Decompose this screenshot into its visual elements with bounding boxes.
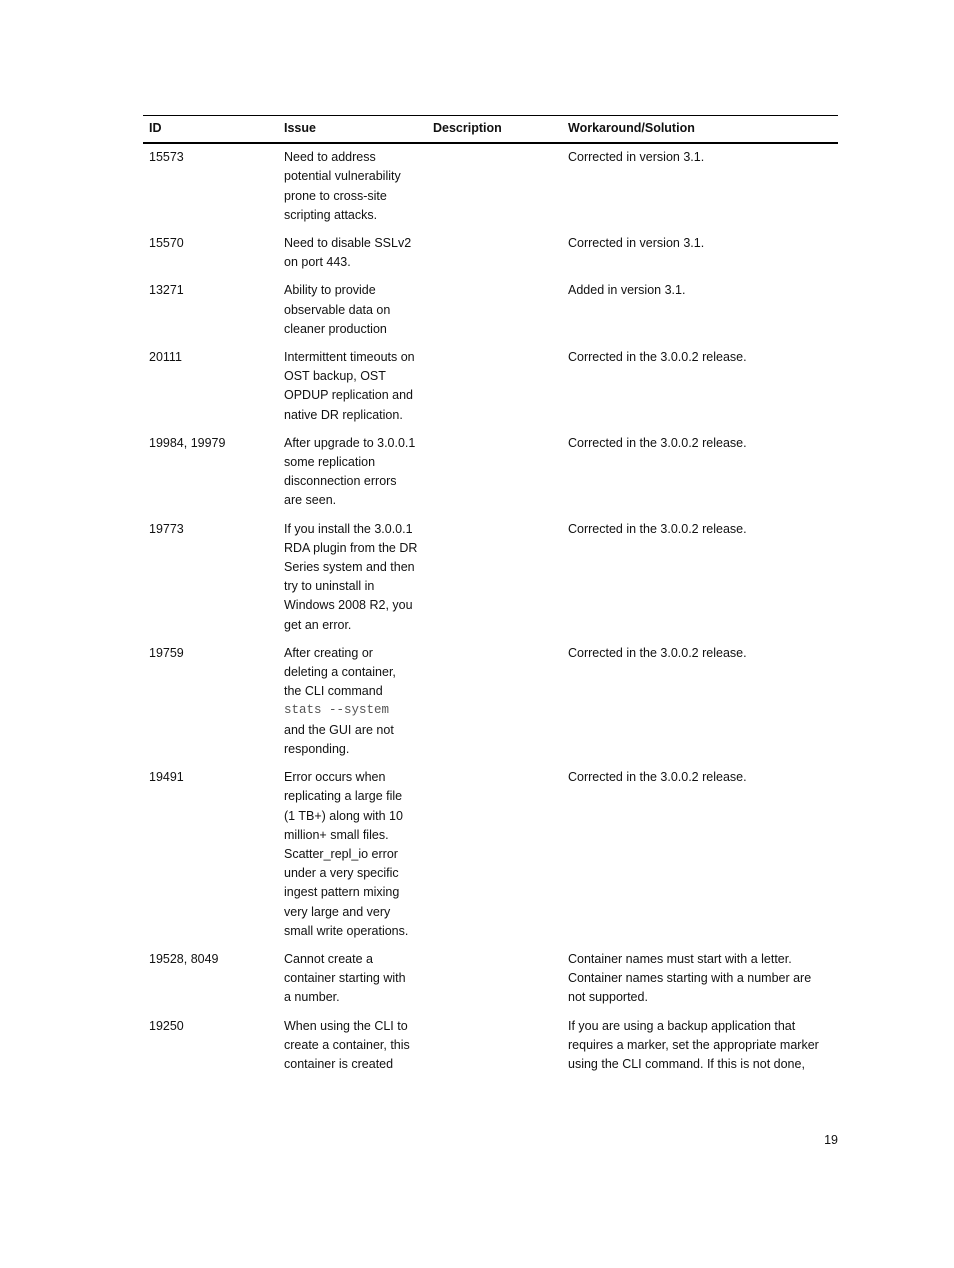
issue-text-line: try to uninstall in xyxy=(284,579,375,594)
cell-id: 13271 xyxy=(149,283,184,298)
workaround-text-line: Corrected in the 3.0.0.2 release. xyxy=(568,435,747,450)
issue-text-line: under a very specific xyxy=(284,866,399,881)
workaround-text-line: Corrected in the 3.0.0.2 release. xyxy=(568,521,747,536)
issue-text-line: Need to address xyxy=(284,150,376,165)
workaround-text-line: using the CLI command. If this is not done, xyxy=(568,1056,805,1071)
issue-text-line: and the GUI are not xyxy=(284,722,394,737)
cell-description xyxy=(427,143,562,230)
header-description: Description xyxy=(427,116,562,144)
cell-workaround xyxy=(562,764,838,946)
cell-issue xyxy=(278,230,427,277)
issue-text-line: Intermittent timeouts on xyxy=(284,350,415,365)
issue-text-line: (1 TB+) along with 10 xyxy=(284,808,403,823)
issue-text-line: Error occurs when xyxy=(284,770,386,785)
issue-text-line: Cannot create a xyxy=(284,951,373,966)
table-row xyxy=(143,516,838,640)
cell-id: 19984, 19979 xyxy=(149,435,226,450)
issue-text-line: Windows 2008 R2, you xyxy=(284,598,413,613)
cell-id: 19759 xyxy=(149,645,184,660)
header-workaround: Workaround/Solution xyxy=(562,116,838,144)
issue-text-line: create a container, this xyxy=(284,1037,410,1052)
table-row xyxy=(143,143,838,230)
issue-text-line: prone to cross-site xyxy=(284,188,387,203)
cell-issue xyxy=(278,1013,427,1080)
cell-issue xyxy=(278,946,427,1013)
table-row xyxy=(143,277,838,344)
cell-description xyxy=(427,946,562,1013)
table-header-row xyxy=(143,116,838,144)
workaround-text-line: Corrected in the 3.0.0.2 release. xyxy=(568,645,747,660)
cell-description xyxy=(427,277,562,344)
issue-text-line: ingest pattern mixing xyxy=(284,885,400,900)
table-row xyxy=(143,946,838,1013)
cell-description xyxy=(427,344,562,430)
issues-table xyxy=(143,115,838,1079)
issue-text-line: After creating or xyxy=(284,645,373,660)
issue-text-line: a number. xyxy=(284,990,340,1005)
issue-text-line: are seen. xyxy=(284,493,337,508)
cell-description xyxy=(427,516,562,640)
header-id: ID xyxy=(143,116,278,144)
cell-workaround xyxy=(562,143,838,230)
issue-text-line: disconnection errors xyxy=(284,474,397,489)
cell-workaround xyxy=(562,277,838,344)
issue-text-line: Ability to provide xyxy=(284,283,376,298)
workaround-text-line: Corrected in version 3.1. xyxy=(568,236,705,251)
cell-id: 19528, 8049 xyxy=(149,951,219,966)
issue-text-line: native DR replication. xyxy=(284,407,403,422)
cell-description xyxy=(427,1013,562,1080)
table-body xyxy=(143,143,838,1079)
cell-description xyxy=(427,640,562,764)
issue-text-line: container starting with xyxy=(284,971,406,986)
issue-text-line: If you install the 3.0.0.1 xyxy=(284,521,413,536)
cell-workaround xyxy=(562,946,838,1013)
issue-text-line: responding. xyxy=(284,741,350,756)
table-row xyxy=(143,230,838,277)
workaround-text-line: If you are using a backup application that xyxy=(568,1018,796,1033)
workaround-text-line: Container names starting with a number are xyxy=(568,971,812,986)
workaround-text-line: Corrected in the 3.0.0.2 release. xyxy=(568,770,747,785)
issue-text-line: After upgrade to 3.0.0.1 xyxy=(284,435,416,450)
issue-text-line: OPDUP replication and xyxy=(284,388,414,403)
table-header xyxy=(143,116,838,144)
cell-id: 19491 xyxy=(149,770,184,785)
issue-text-line: scripting attacks. xyxy=(284,207,378,222)
issue-text-line: Need to disable SSLv2 xyxy=(284,236,412,251)
cell-issue xyxy=(278,430,427,516)
cell-workaround xyxy=(562,1013,838,1080)
cell-workaround xyxy=(562,640,838,764)
workaround-text-line: Corrected in version 3.1. xyxy=(568,150,705,165)
table-row xyxy=(143,430,838,516)
issue-text-line: replicating a large file xyxy=(284,789,403,804)
issue-text-line: cleaner production xyxy=(284,321,387,336)
table-row xyxy=(143,1013,838,1080)
cell-description xyxy=(427,764,562,946)
table-row xyxy=(143,640,838,764)
cell-workaround xyxy=(562,430,838,516)
page-content xyxy=(143,115,838,1079)
header-issue: Issue xyxy=(278,116,427,144)
issue-text-line: Scatter_repl_io error xyxy=(284,846,398,861)
workaround-text-line: not supported. xyxy=(568,990,648,1005)
cell-issue xyxy=(278,277,427,344)
issue-text-line: some replication xyxy=(284,455,376,470)
cell-workaround xyxy=(562,516,838,640)
issue-text-line: the CLI command xyxy=(284,684,383,699)
issue-text-line: container is created xyxy=(284,1056,394,1071)
cell-issue xyxy=(278,764,427,946)
issue-text-line: small write operations. xyxy=(284,923,409,938)
issue-text-line: get an error. xyxy=(284,617,352,632)
page-number: 19 xyxy=(824,1133,838,1147)
cell-issue xyxy=(278,640,427,764)
table-row xyxy=(143,344,838,430)
cell-id: 15570 xyxy=(149,236,184,251)
cell-workaround xyxy=(562,344,838,430)
cell-issue xyxy=(278,143,427,230)
cell-issue xyxy=(278,516,427,640)
issue-text-line: When using the CLI to xyxy=(284,1018,408,1033)
issue-text-line: very large and very xyxy=(284,904,391,919)
cell-workaround xyxy=(562,230,838,277)
issue-text-line: on port 443. xyxy=(284,255,351,270)
cell-id: 20111 xyxy=(149,350,182,365)
cell-description xyxy=(427,230,562,277)
cell-issue xyxy=(278,344,427,430)
cell-id: 15573 xyxy=(149,150,184,165)
workaround-text-line: requires a marker, set the appropriate marker xyxy=(568,1037,819,1052)
issue-text-line: potential vulnerability xyxy=(284,169,401,184)
workaround-text-line: Container names must start with a letter. xyxy=(568,951,792,966)
issue-text-line: OST backup, OST xyxy=(284,369,386,384)
issue-text-line: observable data on xyxy=(284,302,391,317)
table-row xyxy=(143,764,838,946)
workaround-text-line: Corrected in the 3.0.0.2 release. xyxy=(568,350,747,365)
cell-id: 19250 xyxy=(149,1018,184,1033)
cli-command-code: stats --system xyxy=(284,703,390,718)
issue-text-line: deleting a container, xyxy=(284,665,396,680)
cell-id: 19773 xyxy=(149,521,184,536)
issue-text-line: Series system and then xyxy=(284,560,415,575)
workaround-text-line: Added in version 3.1. xyxy=(568,283,686,298)
issue-text-line: million+ small files. xyxy=(284,827,389,842)
issue-text-line: RDA plugin from the DR xyxy=(284,540,418,555)
cell-description xyxy=(427,430,562,516)
